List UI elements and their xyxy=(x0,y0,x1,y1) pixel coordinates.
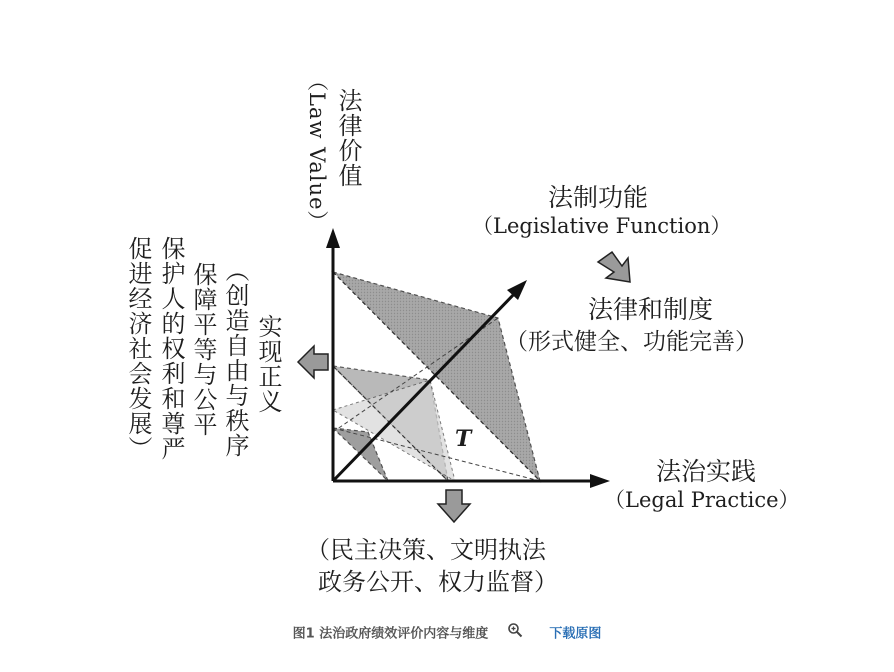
diagonal-axis-label-cn: 法制功能 xyxy=(548,183,649,212)
result-left-col2: （创造自由与秩序 xyxy=(221,258,249,458)
result-right-title: 法律和制度 xyxy=(588,295,714,324)
result-right-subtitle: （形式健全、功能完善） xyxy=(505,329,758,355)
result-bottom-line1: （民主决策、文明执法 xyxy=(306,536,546,564)
y-axis-label-en: （Law Value） xyxy=(305,70,329,233)
result-left-col4: 保护人的权利和尊严 xyxy=(157,236,185,461)
caption-text: 图1 法治政府绩效评价内容与维度 xyxy=(292,626,489,642)
arrow-down-right-icon xyxy=(598,252,630,282)
arrow-left-icon xyxy=(298,346,328,378)
result-left-col3: 保障平等与公平 xyxy=(189,262,217,437)
result-bottom-line2: 政务公开、权力监督） xyxy=(318,568,558,596)
x-axis-label-cn: 法治实践 xyxy=(656,457,757,486)
magnifier-zoom-icon[interactable] xyxy=(507,622,523,642)
arrow-down-icon xyxy=(438,490,470,522)
figure-caption xyxy=(0,622,894,646)
x-axis-label-en: （Legal Practice） xyxy=(604,488,800,512)
result-left-col1: 实现正义 xyxy=(254,314,282,414)
result-left-col5: 促进经济社会发展） xyxy=(124,236,152,461)
diagonal-axis-label-en: （Legislative Function） xyxy=(472,214,732,238)
y-axis-label-cn: 法律价值 xyxy=(334,88,362,188)
region-t-label: T xyxy=(455,426,472,452)
download-original-link[interactable]: 下载原图 xyxy=(549,626,602,642)
